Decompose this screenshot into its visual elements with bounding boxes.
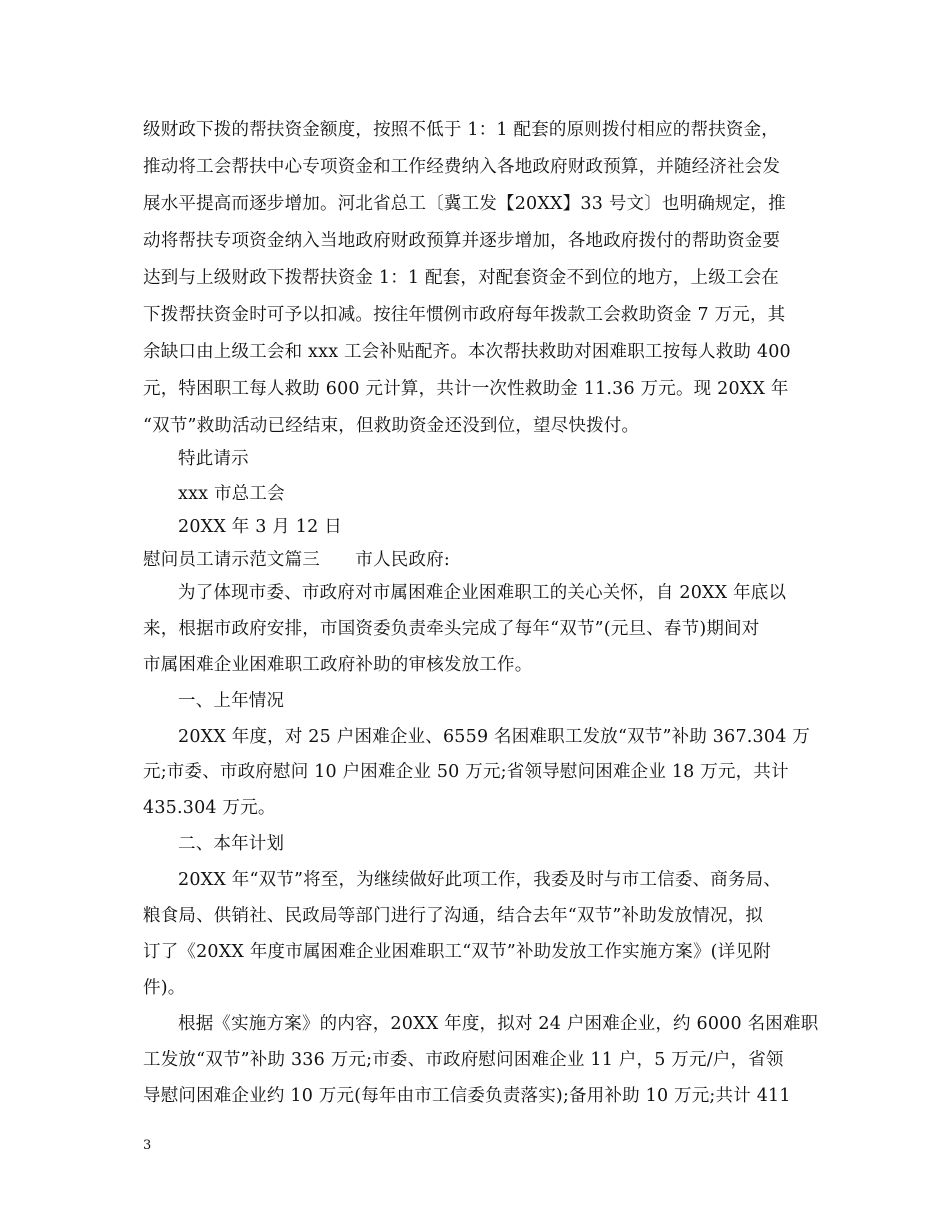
text-line: 来，根据市政府安排，市国资委负责牵头完成了每年“双节”(元旦、春节)期间对 — [143, 619, 760, 639]
text-line: 订了《20XX 年度市属困难企业困难职工“双节”补助发放工作实施方案》(详见附 — [143, 942, 771, 962]
text-line: 达到与上级财政下拨帮扶资金 1：1 配套，对配套资金不到位的地方，上级工会在 — [143, 268, 779, 288]
text-line: 余缺口由上级工会和 xxx 工会补贴配齐。本次帮扶救助对困难职工按每人救助 400 — [143, 342, 791, 362]
text-line: 导慰问困难企业约 10 万元(每年由市工信委负责落实);备用补助 10 万元;共计 411 — [143, 1086, 791, 1106]
page-number: 3 — [143, 1138, 152, 1153]
text-line: 元，特困职工每人救助 600 元计算，共计一次性救助金 11.36 万元。现 20XX 年 — [143, 379, 789, 399]
text-line: 展水平提高而逐步增加。河北省总工〔冀工发【20XX】33 号文〕也明确规定，推 — [143, 194, 786, 214]
text-line: 元;市委、市政府慰问 10 户困难企业 50 万元;省领导慰问困难企业 18 万元，共计 — [143, 762, 789, 782]
text-line: 下拨帮扶资金时可予以扣减。按往年惯例市政府每年拨款工会救助资金 7 万元，其 — [143, 305, 786, 325]
section-heading: 慰问员工请示范文篇三 市人民政府: — [143, 550, 450, 570]
text-line: 20XX 年“双节”将至，为继续做好此项工作，我委及时与市工信委、商务局、 — [178, 870, 782, 890]
text-line: 粮食局、供销社、民政局等部门进行了沟通，结合去年“双节”补助发放情况，拟 — [143, 906, 764, 926]
text-line: 20XX 年度，对 25 户困难企业、6559 名困难职工发放“双节”补助 367.304 万 — [178, 727, 811, 747]
text-line: “双节”救助活动已经结束，但救助资金还没到位，望尽快拨付。 — [143, 416, 640, 436]
text-line: 根据《实施方案》的内容，20XX 年度，拟对 24 户困难企业，约 6000 名困难职 — [178, 1014, 819, 1034]
subheading-previous-year: 一、上年情况 — [178, 691, 285, 711]
text-line: 动将帮扶专项资金纳入当地政府财政预算并逐步增加，各地政府拨付的帮助资金要 — [143, 231, 781, 251]
signature-organization: xxx 市总工会 — [178, 484, 285, 504]
text-line: 市属困难企业困难职工政府补助的审核发放工作。 — [143, 655, 533, 675]
text-line: 级财政下拨的帮扶资金额度，按照不低于 1：1 配套的原则拨付相应的帮扶资金， — [143, 120, 779, 140]
text-line: 推动将工会帮扶中心专项资金和工作经费纳入各地政府财政预算，并随经济社会发 — [143, 157, 781, 177]
signature-date: 20XX 年 3 月 12 日 — [178, 517, 342, 537]
text-line: 件)。 — [143, 978, 186, 998]
text-line: 435.304 万元。 — [143, 798, 276, 818]
subheading-this-year-plan: 二、本年计划 — [178, 834, 285, 854]
text-line: 工发放“双节”补助 336 万元;市委、市政府慰问困难企业 11 户，5 万元/户，省领 — [143, 1050, 784, 1070]
closing-request: 特此请示 — [178, 449, 249, 469]
text-line: 为了体现市委、市政府对市属困难企业困难职工的关心关怀，自 20XX 年底以 — [178, 583, 787, 603]
